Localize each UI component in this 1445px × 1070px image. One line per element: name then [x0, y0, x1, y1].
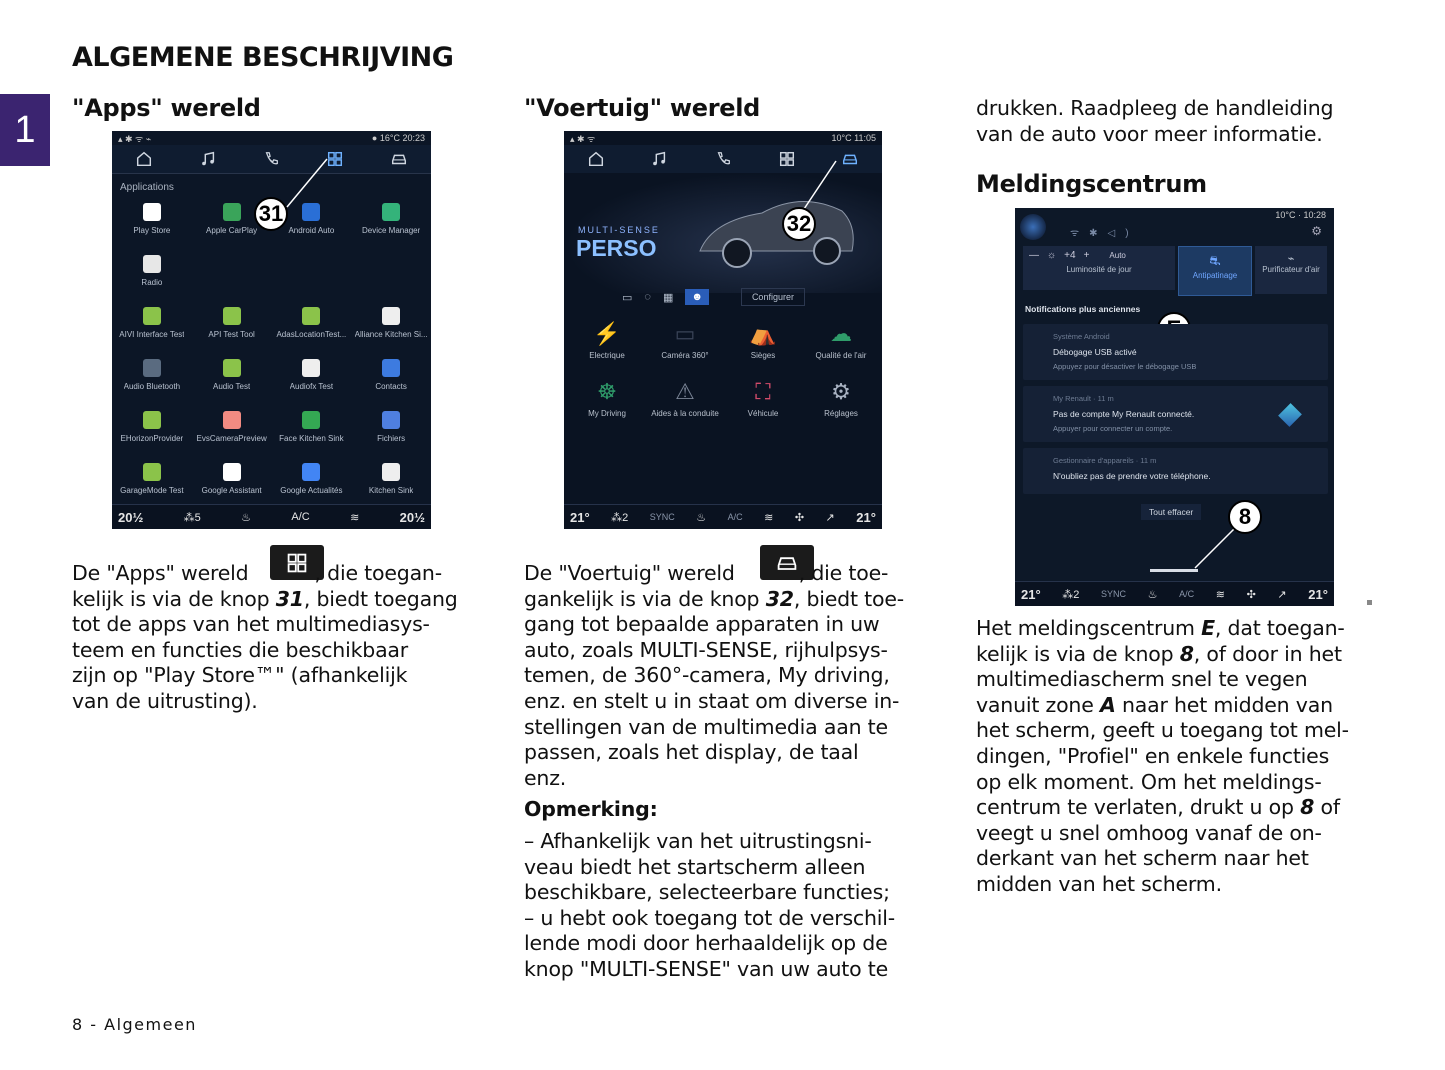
app-tile[interactable] — [351, 401, 431, 453]
app-label: Fichiers — [377, 434, 406, 443]
vehicle-tile[interactable] — [728, 321, 798, 360]
callout-8: 8 — [1228, 500, 1262, 534]
tile-icon: ⚠ — [675, 379, 695, 404]
tile-icon: ⚙ — [831, 379, 851, 404]
close-handle[interactable] — [1150, 569, 1198, 572]
vehicle-tile[interactable] — [572, 321, 642, 360]
page-footer: 8 - Algemeen — [72, 1015, 197, 1034]
vehicle-tile[interactable] — [650, 321, 720, 360]
defrost-icon[interactable]: ≋ — [350, 511, 360, 524]
profile-avatar[interactable] — [1020, 214, 1046, 240]
fan-speed[interactable]: ⁂5 — [183, 511, 201, 524]
fan-icon[interactable]: ✣ — [1246, 588, 1256, 601]
app-icon — [143, 203, 161, 221]
screen-navbar — [112, 145, 431, 174]
app-tile[interactable] — [351, 453, 431, 505]
auto-button[interactable]: Auto — [1109, 251, 1126, 260]
apps-world-text: De "Apps" wereld , die toegan- kelijk is via de knop 31, biedt toegang tot de apps van het multimediasys- teem en functies die beschikbaar zijn op "Play Store™" (afhankelijk van de uitrusting). — [72, 561, 458, 713]
app-icon — [382, 307, 400, 325]
app-empty-slot — [351, 245, 431, 297]
app-tile[interactable] — [112, 401, 192, 453]
ac-button[interactable]: A/C — [1179, 589, 1195, 599]
seat-heat-icon[interactable]: ♨ — [241, 511, 252, 524]
status-icons: ▴ ✱ ᯤ — [570, 133, 596, 144]
app-tile[interactable] — [192, 401, 272, 453]
tile-icon: ☁ — [830, 321, 852, 346]
app-icon — [302, 411, 320, 429]
app-tile[interactable] — [272, 349, 352, 401]
app-label: Audiofx Test — [289, 382, 334, 391]
tile-icon: ⛶ — [755, 379, 771, 404]
app-empty-slot — [192, 245, 272, 297]
temp-right[interactable]: 21° — [856, 509, 876, 525]
app-label: Kitchen Sink — [368, 486, 414, 495]
app-tile[interactable] — [192, 349, 272, 401]
app-icon — [143, 411, 161, 429]
app-label: Contacts — [375, 382, 407, 391]
brightness-value: +4 — [1064, 250, 1076, 261]
plus-button[interactable]: + — [1083, 250, 1090, 261]
sync-button[interactable]: SYNC — [1101, 589, 1127, 599]
app-label: Radio — [141, 278, 163, 287]
tile-label: Electrique — [589, 351, 625, 360]
app-tile[interactable] — [351, 297, 431, 349]
app-label: GarageMode Test — [120, 486, 184, 495]
climate-bar — [112, 504, 431, 529]
configure-button[interactable]: Configurer — [741, 288, 805, 306]
home-icon[interactable] — [587, 150, 605, 168]
tile-icon: ⛺ — [749, 321, 777, 346]
vehicle-screen — [564, 131, 882, 529]
app-icon — [223, 411, 241, 429]
defrost-icon[interactable]: ≋ — [1215, 588, 1225, 601]
applications-label: Applications — [120, 182, 174, 193]
app-icon — [382, 359, 400, 377]
apps-screen — [112, 131, 431, 529]
air-purifier-button[interactable]: ⌁ Purificateur d'air — [1255, 246, 1327, 294]
app-label: Google Assistant — [201, 486, 262, 495]
notification-center-heading: Meldingscentrum — [976, 170, 1207, 198]
music-icon[interactable] — [199, 150, 217, 168]
app-tile[interactable] — [192, 297, 272, 349]
app-label: Alliance Kitchen Si... — [354, 330, 428, 339]
app-label: Google Actualités — [280, 486, 343, 495]
app-label: Audio Bluetooth — [123, 382, 181, 391]
app-label: EHorizonProvider — [120, 434, 184, 443]
tile-label: My Driving — [588, 409, 626, 418]
app-label: Apple CarPlay — [206, 226, 258, 235]
temp-left[interactable]: 21° — [1021, 586, 1041, 602]
music-icon[interactable] — [650, 150, 668, 168]
callout-31: 31 — [254, 197, 288, 231]
connectivity-icons: ᯤ✱◁) — [1070, 228, 1139, 239]
phone-icon[interactable] — [262, 150, 280, 168]
phone-icon[interactable] — [714, 150, 732, 168]
car-icon[interactable] — [390, 150, 408, 168]
app-tile[interactable] — [112, 245, 192, 297]
mode-selector — [622, 288, 805, 306]
purifier-icon: ⌁ — [1287, 253, 1295, 265]
seat-heat-icon[interactable]: ♨ — [696, 511, 707, 524]
continued-text: drukken. Raadpleeg de handleiding van de auto voor meer informatie. — [976, 96, 1334, 146]
status-clock: 10°C · 10:28 — [1275, 210, 1326, 220]
tile-label: Caméra 360° — [661, 351, 709, 360]
callout-32: 32 — [782, 207, 816, 241]
mode-eco-icon[interactable]: ◌ — [644, 291, 651, 303]
app-label: Play Store — [133, 226, 171, 235]
traction-icon: ⛐ — [1209, 253, 1221, 268]
app-label: AdasLocationTest... — [276, 330, 347, 339]
climate-bar — [564, 504, 882, 529]
app-icon — [382, 463, 400, 481]
corner-mark — [1367, 600, 1372, 605]
temp-right[interactable]: 21° — [1308, 586, 1328, 602]
note-heading: Opmerking: — [524, 797, 658, 822]
app-tile[interactable] — [112, 193, 192, 245]
tile-icon: ⚡ — [593, 321, 621, 346]
tile-icon: ☸ — [597, 379, 617, 404]
mode-comfort-icon[interactable]: ▭ — [622, 291, 633, 304]
notification-usb[interactable]: Système Android Débogage USB activé Appuyez pour désactiver le débogage USB — [1023, 324, 1328, 380]
tile-label: Véhicule — [747, 409, 779, 418]
car-icon[interactable] — [841, 150, 859, 168]
app-icon — [382, 203, 400, 221]
notification-phone-reminder[interactable]: Gestionnaire d'appareils · 11 m N'oubliez pas de prendre votre téléphone. — [1023, 448, 1328, 494]
app-icon — [143, 359, 161, 377]
seat-heat-icon[interactable]: ♨ — [1147, 588, 1158, 601]
app-tile[interactable] — [272, 297, 352, 349]
perso-label: PERSO — [576, 235, 657, 261]
app-label: Device Manager — [362, 226, 421, 235]
status-clock: 10°C 11:05 — [831, 133, 876, 143]
app-label: Android Auto — [288, 226, 335, 235]
app-tile[interactable] — [192, 453, 272, 505]
multisense-label: MULTI-SENSE — [578, 225, 660, 235]
app-icon — [223, 359, 241, 377]
tile-label: Aides à la conduite — [651, 409, 719, 418]
chapter-tab: 1 — [0, 94, 50, 166]
car-image — [692, 181, 862, 281]
app-tile[interactable] — [351, 193, 431, 245]
home-icon[interactable] — [135, 150, 153, 168]
settings-icon[interactable]: ⚙ — [1311, 224, 1322, 238]
mode-sport-icon[interactable]: ▦ — [662, 291, 674, 304]
apps-grid — [112, 193, 431, 505]
fan-speed[interactable]: ⁂2 — [611, 511, 629, 524]
clear-all-button[interactable]: Tout effacer — [1141, 504, 1201, 520]
app-label: AIVI Interface Test — [119, 330, 185, 339]
apps-grid-icon[interactable] — [778, 150, 796, 168]
climate-bar — [1015, 581, 1334, 606]
vehicle-tile[interactable] — [806, 321, 876, 360]
app-empty-slot — [272, 245, 352, 297]
app-label: Face Kitchen Sink — [279, 434, 344, 443]
screen-navbar — [564, 145, 882, 174]
vehicle-world-heading: "Voertuig" wereld — [524, 94, 761, 122]
temp-left[interactable]: 20½ — [118, 509, 144, 525]
defrost-icon[interactable]: ≋ — [764, 511, 774, 524]
app-tile[interactable] — [112, 349, 192, 401]
app-tile[interactable] — [112, 453, 192, 505]
app-icon — [302, 307, 320, 325]
app-icon — [302, 359, 320, 377]
status-clock: ● 16°C 20:23 — [371, 133, 425, 143]
minus-button[interactable]: — — [1029, 250, 1039, 261]
mode-perso-icon[interactable]: ☻ — [685, 289, 709, 305]
fan-icon[interactable]: ✣ — [794, 511, 805, 524]
tile-icon: ▭ — [674, 321, 696, 346]
airflow-icon[interactable]: ↗ — [825, 511, 835, 524]
app-tile[interactable] — [272, 453, 352, 505]
antipatinage-button[interactable]: ⛐ Antipatinage — [1178, 246, 1252, 296]
airflow-icon[interactable]: ↗ — [1277, 588, 1287, 601]
app-tile[interactable] — [112, 297, 192, 349]
apps-world-heading: "Apps" wereld — [72, 94, 261, 122]
car-hero — [564, 173, 882, 293]
app-icon — [143, 255, 161, 273]
tile-label: Sièges — [750, 351, 776, 360]
tile-label: Qualité de l'air — [815, 351, 867, 360]
vehicle-world-text: De "Voertuig" wereld , die toe- gankelijk is via de knop 32, biedt toe- gang tot bepaalde apparaten in uw auto, zoals MULTI-SENSE, rijhulpsys- temen, de 360°-camera, My driving, enz. en stelt u in staat om diverse in- stellingen van de multimedia aan te passen, zoals het display, de taal enz. Opmerking: – Afhankelijk van het uitrustingsni- veau biedt het startscherm alleen beschikbare, selecteerbare functies; – u hebt ook toegang tot de verschil- lende modi door herhaaldelijk op de knop "MULTI-SENSE" van uw auto te — [524, 561, 944, 983]
app-icon — [223, 307, 241, 325]
notification-screen — [1015, 208, 1334, 606]
temp-left[interactable]: 21° — [570, 509, 590, 525]
app-tile[interactable] — [351, 349, 431, 401]
vehicle-tile[interactable] — [728, 379, 798, 418]
vehicle-tile[interactable] — [650, 379, 720, 418]
ac-button[interactable]: A/C — [727, 512, 743, 522]
apps-grid-icon[interactable] — [326, 150, 344, 168]
app-icon — [223, 463, 241, 481]
older-notifications-label: Notifications plus anciennes — [1025, 304, 1141, 314]
app-tile[interactable] — [272, 401, 352, 453]
page-title: ALGEMENE BESCHRIJVING — [72, 42, 454, 73]
temp-right[interactable]: 20½ — [399, 509, 425, 525]
sun-icon: ☼ — [1047, 250, 1057, 261]
brightness-label: Luminosité de jour — [1066, 265, 1132, 274]
vehicle-tile[interactable] — [806, 379, 876, 418]
app-icon — [302, 203, 320, 221]
vehicle-tile[interactable] — [572, 379, 642, 418]
app-icon — [382, 411, 400, 429]
app-label: Audio Test — [213, 382, 251, 391]
tile-label: Réglages — [824, 409, 858, 418]
notification-center-text: Het meldingscentrum E, dat toegan- kelijk is via de knop 8, of door in het multimediascherm snel te vegen vanuit zone A naar het midden van het scherm, geeft u toegang tot mel- dingen, "Profiel" en enkele functies op elk moment. Om het meldings- centrum te verlaten, drukt u op 8 of veegt u snel omhoog vanaf de on- derkant van het scherm naar het midden van het scherm. — [976, 616, 1349, 896]
fan-speed[interactable]: ⁂2 — [1062, 588, 1080, 601]
notification-my-renault[interactable]: My Renault · 11 m Pas de compte My Renault connecté. Appuyer pour connecter un compte. — [1023, 386, 1328, 442]
brightness-control — [1023, 246, 1175, 290]
app-icon — [143, 307, 161, 325]
app-label: API Test Tool — [208, 330, 255, 339]
sync-button[interactable]: SYNC — [649, 512, 675, 522]
app-label: EvsCameraPreview — [196, 434, 267, 443]
app-icon — [223, 203, 241, 221]
app-icon — [143, 463, 161, 481]
status-icons: ▴ ✱ ᯤ ⌁ — [118, 133, 152, 144]
app-icon — [302, 463, 320, 481]
ac-button[interactable]: A/C — [291, 511, 310, 523]
